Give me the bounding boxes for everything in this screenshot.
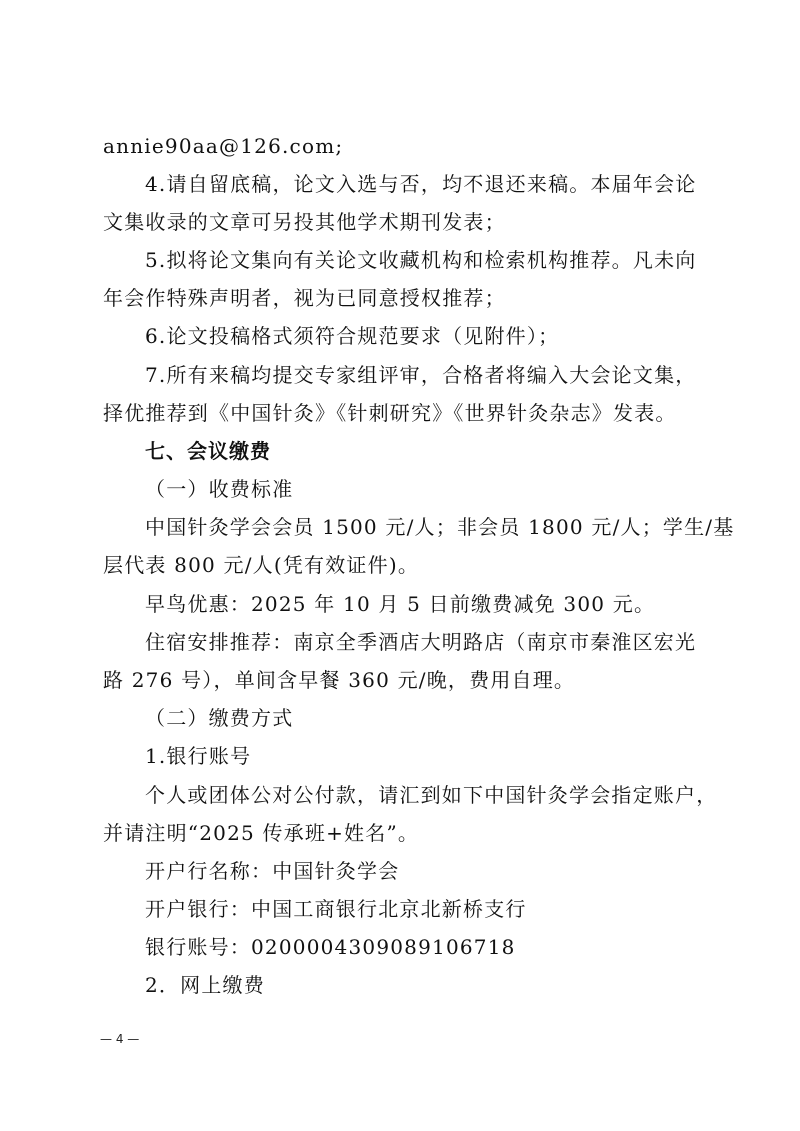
item-4-line-1: 4.请自留底稿，论文入选与否，均不退还来稿。本届年会论 [145,172,697,196]
payment-method-subheading: （二）缴费方式 [145,706,294,730]
early-bird-discount: 早鸟优惠：2025 年 10 月 5 日前缴费减免 300 元。 [145,592,656,616]
account-number: 银行账号：0200004309089106718 [145,935,516,959]
fee-line-1: 中国针灸学会会员 1500 元/人；非会员 1800 元/人；学生/基 [145,515,735,539]
bank-instruction-line-2: 并请注明“2025 传承班+姓名”。 [103,821,420,845]
bank-instruction-line-1: 个人或团体公对公付款，请汇到如下中国针灸学会指定账户， [145,783,718,807]
fee-standard-subheading: （一）收费标准 [145,477,294,501]
bank-account-heading: 1.银行账号 [145,744,252,768]
item-6: 6.论文投稿格式须符合规范要求（见附件）； [145,324,560,348]
online-payment-heading: 2．网上缴费 [145,973,265,997]
item-5-line-1: 5.拟将论文集向有关论文收藏机构和检索机构推荐。凡未向 [145,248,697,272]
item-5-line-2: 年会作特殊声明者，视为已同意授权推荐； [103,286,506,310]
item-7-line-1: 7.所有来稿均提交专家组评审，合格者将编入大会论文集， [145,363,697,387]
email-continuation: annie90aa@126.com; [103,134,344,158]
accommodation-line-2: 路 276 号），单间含早餐 360 元/晚，费用自理。 [103,668,576,692]
page-number: — 4 — [100,1032,140,1046]
section-heading-meeting-fees: 七、会议缴费 [145,439,271,463]
account-name: 开户行名称：中国针灸学会 [145,859,400,883]
fee-line-2: 层代表 800 元/人(凭有效证件)。 [103,553,420,577]
accommodation-line-1: 住宿安排推荐：南京全季酒店大明路店（南京市秦淮区宏光 [145,630,697,654]
item-4-line-2: 文集收录的文章可另投其他学术期刊发表； [103,210,506,234]
bank-name: 开户银行：中国工商银行北京北新桥支行 [145,897,527,921]
item-7-line-2: 择优推荐到《中国针灸》《针刺研究》《世界针灸杂志》发表。 [103,401,677,425]
